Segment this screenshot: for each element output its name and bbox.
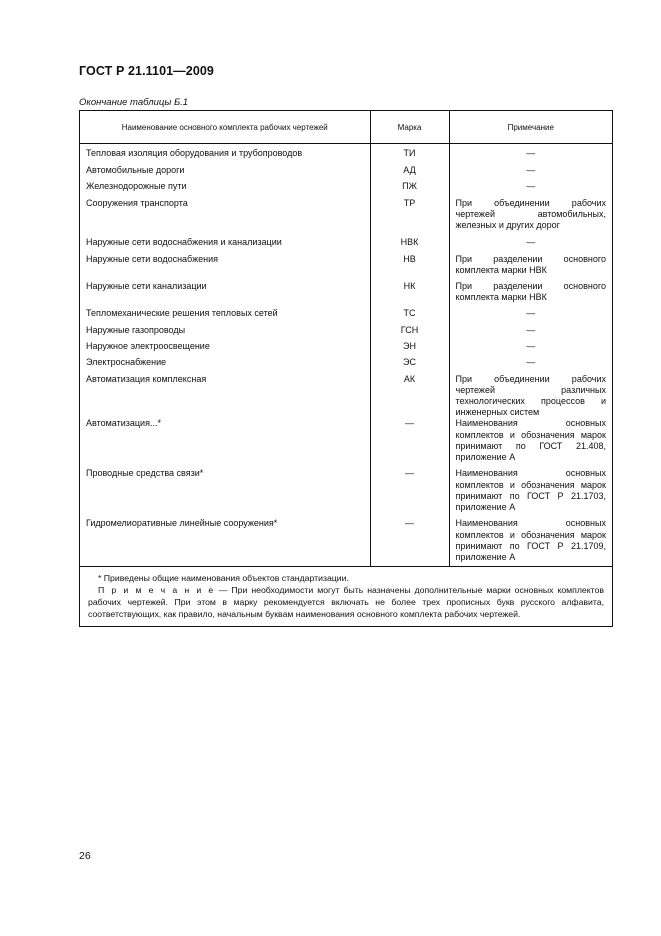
column-header-note: Примечание: [449, 111, 612, 144]
note-text: — При необходимости могут быть назначены дополнительные марки основных комплектов рабочих чертежей. При этом в марку рекомендуется включать не более трех прописных букв русского алфавита, соответствующих, как правило, начальным буквам наименования основного комплекта рабочих чертежей.: [88, 585, 604, 620]
column-header-mark: Марка: [370, 111, 449, 144]
row-note: При объединении рабочих чертежей автомобильных, железных и других дорог: [449, 198, 612, 237]
table-row: [80, 165, 612, 181]
row-name: Проводные средства связи*: [86, 468, 204, 479]
table-caption: Окончание таблицы Б.1: [79, 97, 189, 108]
page-number: 26: [79, 850, 91, 862]
document-header: ГОСТ Р 21.1101—2009: [79, 64, 214, 78]
row-note: —: [449, 341, 612, 357]
row-name: Наружные сети водоснабжения: [86, 253, 219, 264]
table-row: [80, 308, 612, 325]
row-note: —: [449, 308, 612, 325]
row-mark: ТР: [370, 198, 449, 237]
row-name: Железнодорожные пути: [86, 180, 187, 191]
row-note: Наименования основных комплектов и обозначения марок принимают по ГОСТ Р 21.1703, приложение А: [449, 468, 612, 518]
table-footnotes: [80, 566, 612, 626]
table-header-row: [80, 111, 612, 144]
table-row: [80, 374, 612, 419]
row-mark: НК: [370, 281, 449, 308]
row-note: Наименования основных комплектов и обозначения марок принимают по ГОСТ 21.408, приложение А: [449, 418, 612, 468]
table-row: [80, 341, 612, 357]
row-name: Автомобильные дороги: [86, 164, 185, 175]
row-mark: —: [370, 518, 449, 566]
row-note: При разделении основного комплекта марки НВК: [449, 254, 612, 281]
table-row: [80, 357, 612, 374]
row-mark: —: [370, 418, 449, 468]
row-mark: НВК: [370, 237, 449, 254]
table-row: [80, 254, 612, 281]
row-name: Электроснабжение: [86, 356, 167, 367]
row-mark: ЭН: [370, 341, 449, 357]
row-note: —: [449, 357, 612, 374]
designations-table: [79, 110, 613, 627]
row-note: —: [449, 325, 612, 341]
table-row: [80, 468, 612, 518]
row-note: —: [449, 181, 612, 198]
row-name: Тепловая изоляция оборудования и трубопроводов: [86, 148, 303, 158]
table-row: [80, 144, 612, 165]
row-mark: АД: [370, 165, 449, 181]
table-row: [80, 281, 612, 308]
row-name: Автоматизация...*: [86, 418, 161, 429]
row-mark: ТИ: [370, 144, 449, 165]
row-note: —: [449, 237, 612, 254]
row-note: Наименования основных комплектов и обозначения марок принимают по ГОСТ Р 21.1709, приложение А: [449, 518, 612, 566]
row-mark: ТС: [370, 308, 449, 325]
row-note: При объединении рабочих чертежей различных технологических процессов и инженерных систем: [449, 374, 612, 419]
row-name: Наружные сети канализации: [86, 280, 207, 291]
table-row: [80, 198, 612, 237]
footnote-text: * Приведены общие наименования объектов стандартизации.: [98, 573, 349, 584]
table-note: [88, 584, 604, 620]
row-name: Автоматизация комплексная: [86, 373, 207, 384]
row-note: —: [449, 165, 612, 181]
table-row: [80, 181, 612, 198]
row-mark: АК: [370, 374, 449, 419]
row-name: Наружные сети водоснабжения и канализации: [86, 236, 282, 247]
row-name: Гидромелиоративные линейные сооружения*: [86, 518, 278, 529]
row-mark: —: [370, 468, 449, 518]
table-row: [80, 418, 612, 468]
column-header-name: Наименование основного комплекта рабочих чертежей: [80, 111, 370, 144]
table-grid: [80, 111, 612, 566]
note-label: П р и м е ч а н и е: [98, 585, 215, 596]
row-mark: ГСН: [370, 325, 449, 341]
row-name: Наружные газопроводы: [86, 324, 186, 335]
row-mark: НВ: [370, 254, 449, 281]
row-name: Сооружения транспорта: [86, 197, 188, 208]
row-mark: ПЖ: [370, 181, 449, 198]
row-name: Наружное электроосвещение: [86, 340, 210, 351]
table-row: [80, 237, 612, 254]
table-row: [80, 325, 612, 341]
row-note: —: [449, 144, 612, 165]
row-note: При разделении основного комплекта марки НВК: [449, 281, 612, 308]
row-name: Тепломеханические решения тепловых сетей: [86, 307, 278, 318]
table-row: [80, 518, 612, 566]
row-mark: ЭС: [370, 357, 449, 374]
